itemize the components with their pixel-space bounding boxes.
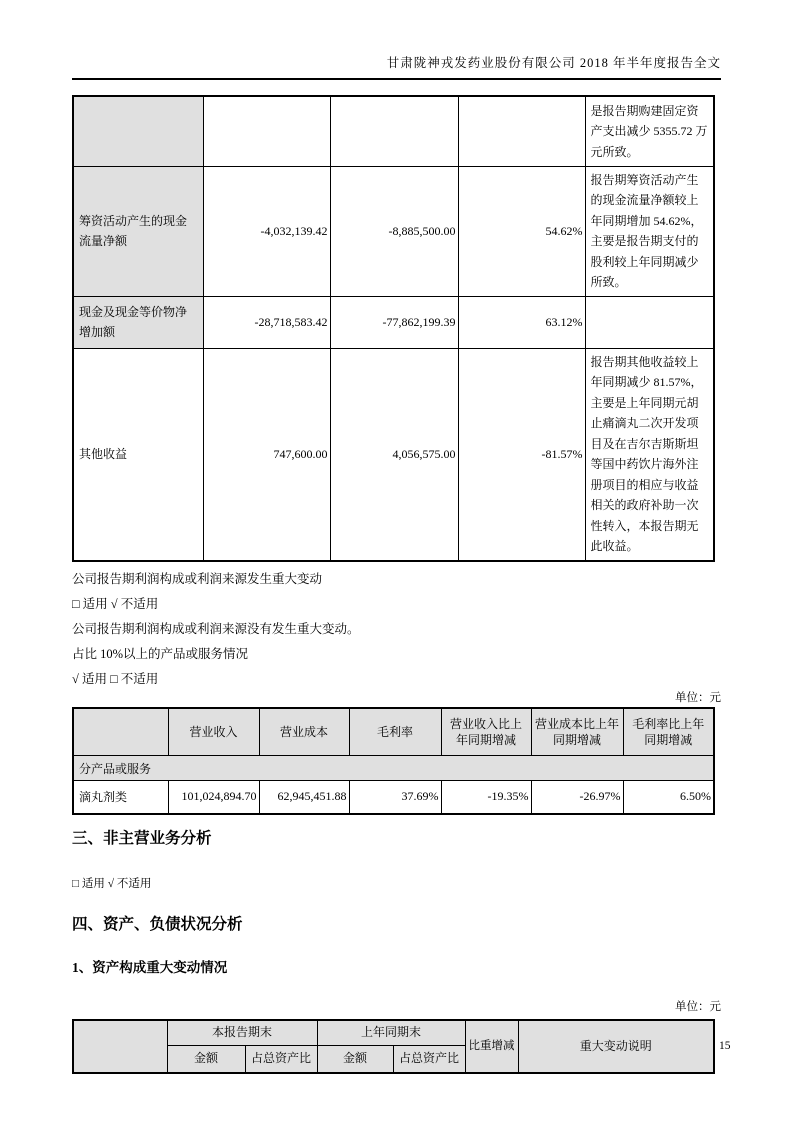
amount-header-cell: 金额 (167, 1046, 245, 1073)
conclusion-text: 公司报告期利润构成或利润来源没有发生重大变动。 (72, 621, 360, 636)
amount-header-cell: 金额 (317, 1046, 393, 1073)
table-row (73, 296, 714, 348)
cost-cell: 62,945,451.88 (259, 781, 349, 814)
ratio-header-cell: 占总资产比 (393, 1046, 465, 1073)
current-period-cell: 747,600.00 (203, 348, 330, 561)
header-cell: 毛利率 (349, 708, 441, 756)
unit-label: 单位：元 (675, 691, 721, 704)
header-cell (73, 708, 168, 756)
table-row (73, 348, 714, 561)
page-content (72, 0, 721, 1074)
statement-text: 公司报告期利润构成或利润来源发生重大变动 (72, 571, 323, 586)
row-label-cell: 筹资活动产生的现金流量净额 (73, 166, 203, 296)
change-note-cell: 报告期其他收益较上年同期减少 81.57%，主要是上年同期元胡止痛滴丸二次开发项目及在吉尔吉斯斯坦等国中药饮片海外注册项目的相应与收益相关的政府补助一次性转入，本报告期无此收益。 (585, 348, 714, 561)
current-period-cell: -4,032,139.42 (203, 166, 330, 296)
row-label-cell: 现金及现金等价物净增加额 (73, 296, 203, 348)
revenue-yoy-cell: -19.35% (441, 781, 531, 814)
header-cell: 营业收入 (168, 708, 259, 756)
cost-yoy-cell: -26.97% (531, 781, 623, 814)
row-label-cell (73, 96, 203, 166)
change-percent-cell: -81.57% (458, 348, 585, 561)
gross-margin-cell: 37.69% (349, 781, 441, 814)
products-statement-text: 占比 10%以上的产品或服务情况 (72, 646, 249, 661)
section-three-heading: 三、非主营业务分析 (72, 829, 212, 847)
asset-composition-table (72, 1019, 715, 1074)
header-cell: 营业收入比上年同期增减 (441, 708, 531, 756)
report-header-title: 甘肃陇神戎发药业股份有限公司 2018 年半年度报告全文 (72, 0, 721, 80)
change-note-cell: 报告期筹资活动产生的现金流量净额较上年同期增加 54.62%，主要是报告期支付的股利较上年同期减少所致。 (585, 166, 714, 296)
products-applicability-text: √ 适用 □ 不适用 (72, 671, 159, 686)
section-row (73, 756, 714, 781)
header-row (73, 1020, 714, 1046)
table-row (73, 166, 714, 296)
cash-flow-table (72, 95, 715, 562)
unit-label: 单位：元 (675, 1000, 721, 1013)
header-row (73, 708, 714, 756)
current-period-cell: -28,718,583.42 (203, 296, 330, 348)
header-cell: 营业成本比上年同期增减 (531, 708, 623, 756)
change-header-cell: 比重增减 (465, 1020, 518, 1073)
prior-period-cell: -77,862,199.39 (330, 296, 458, 348)
note-header-cell: 重大变动说明 (518, 1020, 714, 1073)
revenue-cell: 101,024,894.70 (168, 781, 259, 814)
current-period-group-header: 本报告期末 (167, 1020, 317, 1046)
section-three-applicability: □ 适用 √ 不适用 (72, 877, 152, 890)
table-row (73, 96, 714, 166)
product-name-cell: 滴丸剂类 (73, 781, 168, 814)
header-cell: 营业成本 (259, 708, 349, 756)
table-row (73, 781, 714, 814)
margin-yoy-cell: 6.50% (623, 781, 714, 814)
subsection-heading: 1、资产构成重大变动情况 (72, 959, 228, 975)
prior-period-cell: -8,885,500.00 (330, 166, 458, 296)
change-percent-cell (458, 96, 585, 166)
ratio-header-cell: 占总资产比 (245, 1046, 317, 1073)
change-percent-cell: 63.12% (458, 296, 585, 348)
profit-change-section (72, 567, 721, 692)
current-period-cell (203, 96, 330, 166)
prior-period-group-header: 上年同期末 (317, 1020, 465, 1046)
applicability-text: □ 适用 √ 不适用 (72, 596, 159, 611)
prior-period-cell: 4,056,575.00 (330, 348, 458, 561)
change-percent-cell: 54.62% (458, 166, 585, 296)
change-note-cell: 是报告期购建固定资产支出减少 5355.72 万元所致。 (585, 96, 714, 166)
corner-cell (73, 1020, 167, 1073)
header-cell: 毛利率比上年同期增减 (623, 708, 714, 756)
row-label-cell: 其他收益 (73, 348, 203, 561)
change-note-cell (585, 296, 714, 348)
section-label-cell: 分产品或服务 (73, 756, 714, 781)
product-service-table (72, 707, 715, 815)
page-number: 15 (719, 1040, 731, 1052)
section-four-heading: 四、资产、负债状况分析 (72, 915, 243, 933)
prior-period-cell (330, 96, 458, 166)
